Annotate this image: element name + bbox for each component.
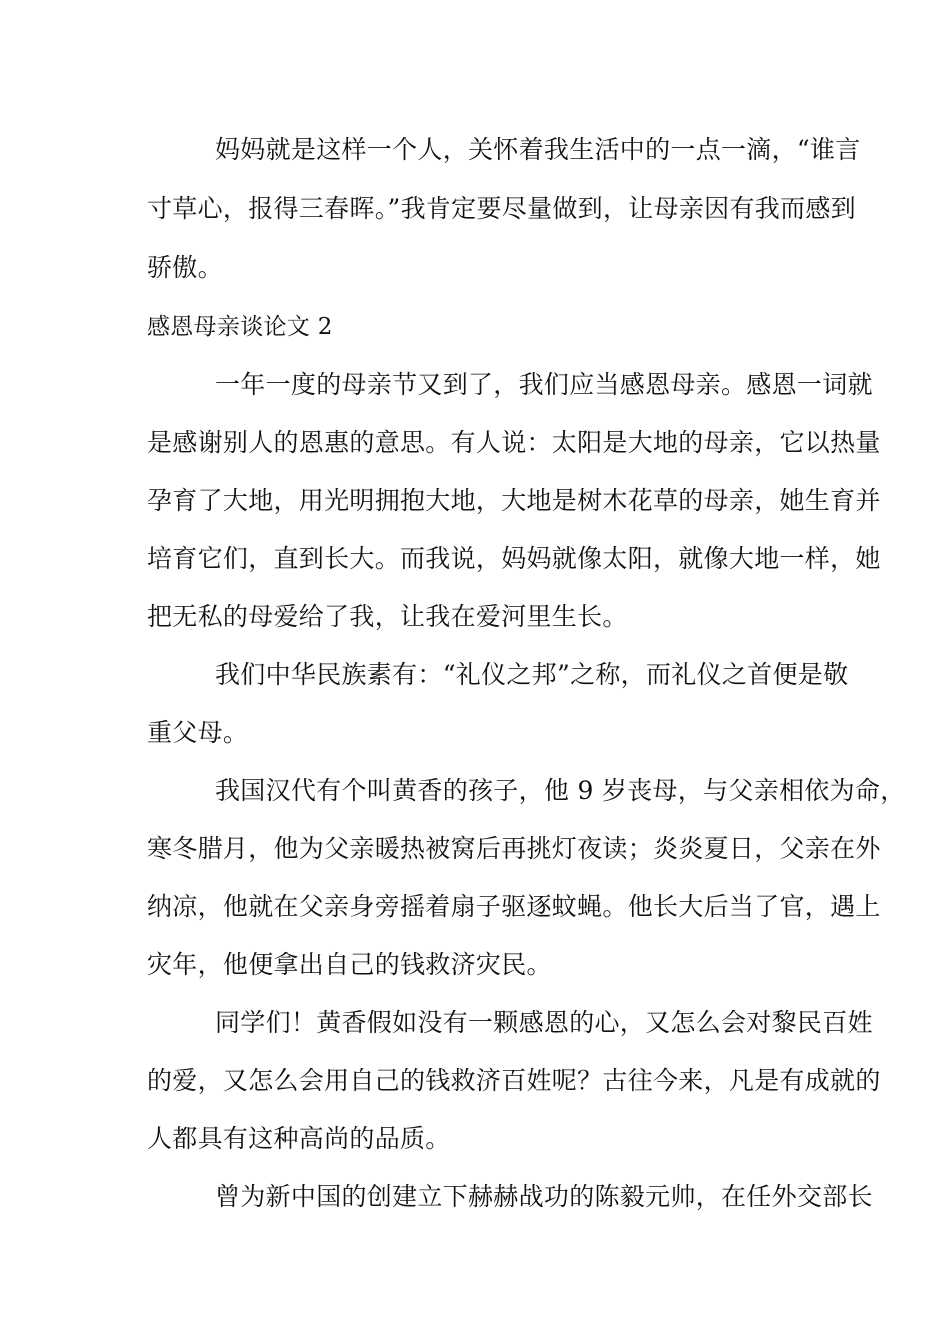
paragraph-line: 培育它们，直到长大。而我说，妈妈就像太阳，就像大地一样，她 bbox=[147, 544, 881, 573]
paragraph-line: 寸草心，报得三春晖。”我肯定要尽量做到，让母亲因有我而感到 bbox=[147, 194, 856, 223]
paragraph-line: 骄傲。 bbox=[147, 253, 223, 282]
paragraph-line: 人都具有这种高尚的品质。 bbox=[147, 1124, 451, 1153]
paragraph-line: 纳凉，他就在父亲身旁摇着扇子驱逐蚊蝇。他长大后当了官，遇上 bbox=[147, 892, 881, 921]
paragraph-line: 曾为新中国的创建立下赫赫战功的陈毅元帅，在任外交部长 bbox=[215, 1182, 873, 1211]
paragraph-line: 妈妈就是这样一个人，关怀着我生活中的一点一滴，“谁言 bbox=[215, 135, 861, 164]
section-heading: 感恩母亲谈论文 2 bbox=[147, 314, 333, 340]
paragraph-line: 灾年，他便拿出自己的钱救济灾民。 bbox=[147, 950, 552, 979]
paragraph-line: 是感谢别人的恩惠的意思。有人说：太阳是大地的母亲，它以热量 bbox=[147, 428, 881, 457]
paragraph-line: 寒冬腊月，他为父亲暖热被窝后再挑灯夜读；炎炎夏日，父亲在外 bbox=[147, 834, 881, 863]
paragraph-line: 重父母。 bbox=[147, 718, 249, 747]
paragraph-line: 同学们！黄香假如没有一颗感恩的心，又怎么会对黎民百姓 bbox=[215, 1008, 873, 1037]
paragraph-line: 一年一度的母亲节又到了，我们应当感恩母亲。感恩一词就 bbox=[215, 370, 873, 399]
paragraph-line: 的爱，又怎么会用自己的钱救济百姓呢？古往今来，凡是有成就的 bbox=[147, 1066, 881, 1095]
paragraph-line: 我国汉代有个叫黄香的孩子，他 9 岁丧母，与父亲相依为命， bbox=[215, 776, 906, 805]
paragraph-line: 把无私的母爱给了我，让我在爱河里生长。 bbox=[147, 602, 628, 631]
paragraph-line: 我们中华民族素有：“礼仪之邦”之称，而礼仪之首便是敬 bbox=[215, 660, 849, 689]
paragraph-line: 孕育了大地，用光明拥抱大地，大地是树木花草的母亲，她生育并 bbox=[147, 486, 881, 515]
